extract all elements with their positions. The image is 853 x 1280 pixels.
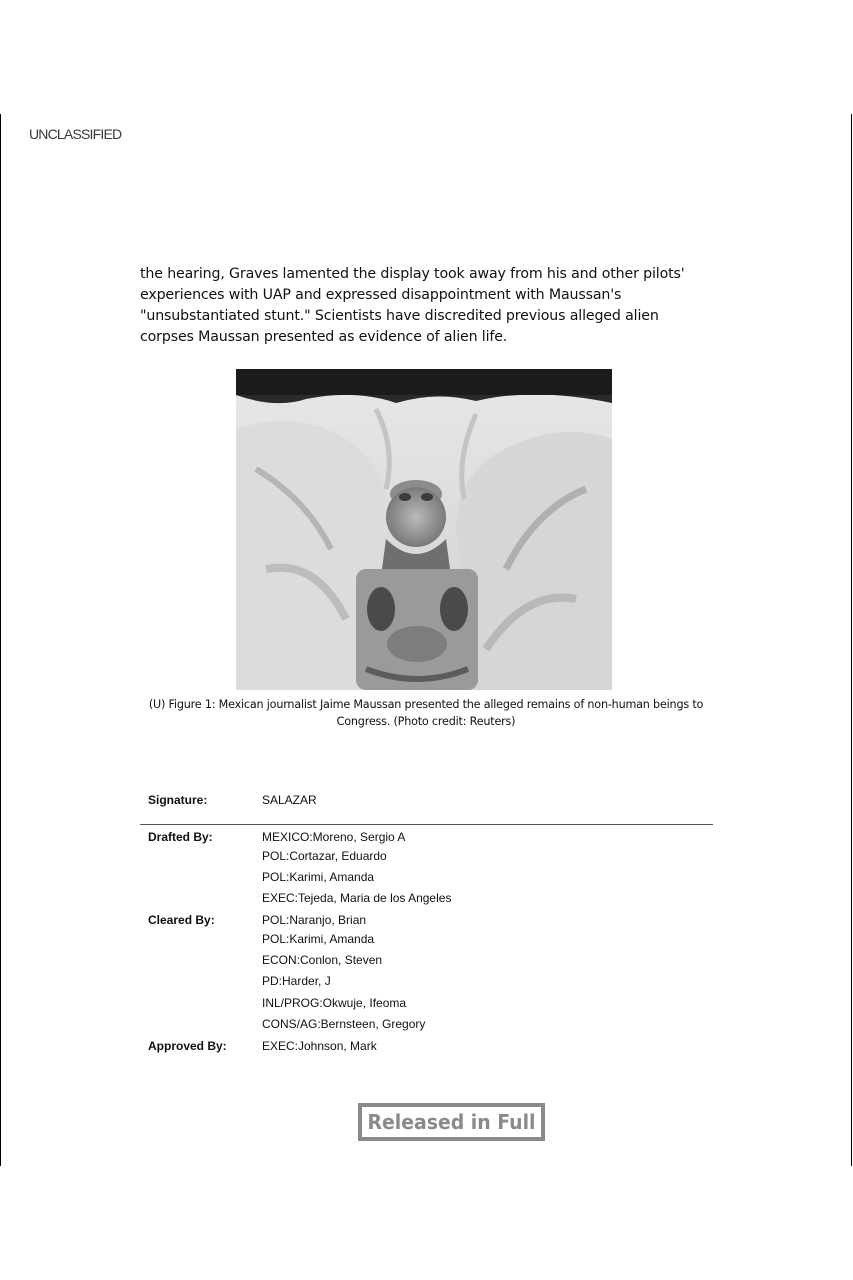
released-in-full-stamp xyxy=(358,1103,545,1141)
svg-text:Released in Full: Released in Full xyxy=(367,1110,536,1134)
cleared-by-row xyxy=(140,913,713,933)
cleared-by-label: Cleared By: xyxy=(148,913,215,927)
cleared-by-row xyxy=(140,1017,713,1037)
classification-marking: UNCLASSIFIED xyxy=(29,126,122,142)
figure-caption xyxy=(140,696,712,730)
clearer-name: CONS/AG:Bernsteen, Gregory xyxy=(262,1017,426,1031)
stamp-lettering xyxy=(362,1107,541,1137)
signature-label: Signature: xyxy=(148,793,208,807)
clearer-name: POL:Naranjo, Brian xyxy=(262,913,367,927)
divider-line xyxy=(140,824,713,825)
cleared-by-row xyxy=(140,932,713,952)
body-line: experiences with UAP and expressed disappointment with Maussan's xyxy=(140,287,622,303)
body-line: "unsubstantiated stunt." Scientists have discredited previous alleged alien xyxy=(140,308,659,324)
cleared-by-row xyxy=(140,953,713,973)
clearer-name: INL/PROG:Okwuje, Ifeoma xyxy=(262,996,407,1010)
body-paragraph xyxy=(140,264,720,348)
clearer-name: PD:Harder, J xyxy=(262,974,331,988)
approved-by-row xyxy=(140,1039,713,1059)
drafted-by-row xyxy=(140,891,713,911)
drafted-by-row xyxy=(140,830,713,850)
photo-illustration xyxy=(236,369,612,690)
signature-row xyxy=(140,793,713,813)
drafter-name: POL:Cortazar, Eduardo xyxy=(262,849,387,863)
approved-by-label: Approved By: xyxy=(148,1039,227,1053)
cleared-by-row xyxy=(140,996,713,1016)
signature-value: SALAZAR xyxy=(262,793,317,807)
clearer-name: ECON:Conlon, Steven xyxy=(262,953,383,967)
body-line: the hearing, Graves lamented the display took away from his and other pilots' xyxy=(140,266,685,282)
clearer-name: POL:Karimi, Amanda xyxy=(262,932,375,946)
drafted-by-row xyxy=(140,870,713,890)
caption-line: Congress. (Photo credit: Reuters) xyxy=(336,715,516,728)
figure-photo-alleged-remains xyxy=(236,369,612,690)
body-line: corpses Maussan presented as evidence of alien life. xyxy=(140,329,508,345)
cleared-by-row xyxy=(140,974,713,994)
caption-line: (U) Figure 1: Mexican journalist Jaime Maussan presented the alleged remains of non-human beings to xyxy=(148,698,704,711)
approver-name: EXEC:Johnson, Mark xyxy=(262,1039,377,1053)
drafter-name: EXEC:Tejeda, Maria de los Angeles xyxy=(262,891,452,905)
drafter-name: POL:Karimi, Amanda xyxy=(262,870,375,884)
drafted-by-row xyxy=(140,849,713,869)
drafted-by-label: Drafted By: xyxy=(148,830,213,844)
drafter-name: MEXICO:Moreno, Sergio A xyxy=(262,830,406,844)
